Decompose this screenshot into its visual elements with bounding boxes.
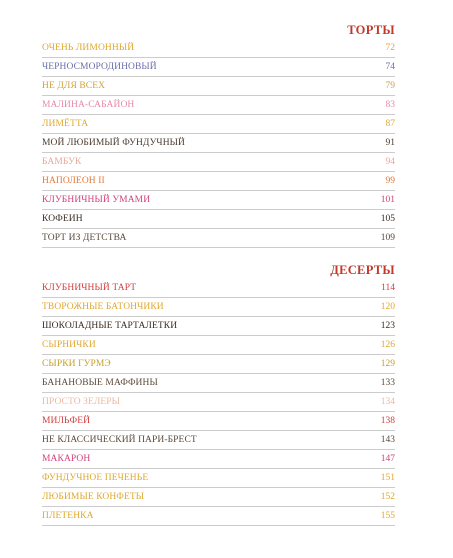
toc-entry-title: ОЧЕНЬ ЛИМОННЫЙ [42,43,135,53]
section-cakes [42,22,395,248]
toc-entry-title: ФУНДУЧНОЕ ПЕЧЕНЬЕ [42,473,149,483]
toc-entry-title: ПЛЕТЕНКА [42,511,94,521]
toc-entry-title: МАЛИНА-САБАЙОН [42,100,135,110]
toc-entry-title: СЫРНИЧКИ [42,340,96,350]
toc-entry-page-number: 91 [385,138,395,148]
toc-entry-title: НЕ ДЛЯ ВСЕХ [42,81,106,91]
toc-entry[interactable] [42,336,395,355]
section-title-desserts: ДЕСЕРТЫ [330,263,395,277]
toc-entry[interactable] [42,298,395,317]
toc-entry-page-number: 87 [385,119,395,129]
toc-entry-page-number: 101 [380,195,395,205]
toc-entry-title: ЛЮБИМЫЕ КОНФЕТЫ [42,492,145,502]
toc-entry[interactable] [42,374,395,393]
toc-entry-page-number: 94 [385,157,395,167]
toc-entry[interactable] [42,153,395,172]
toc-entry-title: КОФЕИН [42,214,83,224]
toc-entry[interactable] [42,210,395,229]
toc-entry-page-number: 129 [380,359,395,369]
toc-entry[interactable] [42,134,395,153]
toc-entry-page-number: 99 [385,176,395,186]
toc-entry-title: БАМБУК [42,157,82,167]
toc-entry-page-number: 152 [380,492,395,502]
toc-entry-title: СЫРКИ ГУРМЭ [42,359,111,369]
toc-entry-title: ПРОСТО ЗЕЛЕРЫ [42,397,121,407]
cakes-list [42,39,395,248]
toc-entry-page-number: 134 [380,397,395,407]
toc-entry-title: КЛУБНИЧНЫЙ УМАМИ [42,195,151,205]
toc-entry-page-number: 126 [380,340,395,350]
toc-entry[interactable] [42,507,395,526]
toc-entry-title: БАНАНОВЫЕ МАФФИНЫ [42,378,158,388]
toc-entry-page-number: 74 [385,62,395,72]
section-title-cakes: ТОРТЫ [347,23,395,37]
toc-entry-page-number: 147 [380,454,395,464]
toc-entry-title: МОЙ ЛЮБИМЫЙ ФУНДУЧНЫЙ [42,138,186,148]
toc-entry-page-number: 72 [385,43,395,53]
toc-entry[interactable] [42,58,395,77]
toc-entry[interactable] [42,191,395,210]
toc-entry-title: ТВОРОЖНЫЕ БАТОНЧИКИ [42,302,164,312]
toc-entry-title: МИЛЬФЕЙ [42,416,91,426]
toc-entry-page-number: 79 [385,81,395,91]
toc-entry[interactable] [42,431,395,450]
toc-entry-title: КЛУБНИЧНЫЙ ТАРТ [42,283,137,293]
toc-entry-page-number: 143 [380,435,395,445]
toc-entry-title: ТОРТ ИЗ ДЕТСТВА [42,233,127,243]
toc-entry-page-number: 155 [380,511,395,521]
toc-entry-title: ЛИМЁТТА [42,119,89,129]
toc-entry-page-number: 83 [385,100,395,110]
toc-entry-title: НАПОЛЕОН II [42,176,105,186]
toc-entry-page-number: 114 [381,283,395,293]
toc-entry-title: ШОКОЛАДНЫЕ ТАРТАЛЕТКИ [42,321,178,331]
toc-entry[interactable] [42,77,395,96]
toc-entry[interactable] [42,469,395,488]
toc-entry-page-number: 120 [380,302,395,312]
toc-entry[interactable] [42,96,395,115]
toc-entry-title: ЧЕРНОСМОРОДИНОВЫЙ [42,62,157,72]
toc-entry-page-number: 109 [380,233,395,243]
toc-entry[interactable] [42,393,395,412]
toc-entry[interactable] [42,355,395,374]
toc-entry[interactable] [42,412,395,431]
toc-entry[interactable] [42,279,395,298]
toc-entry-page-number: 105 [380,214,395,224]
toc-entry[interactable] [42,115,395,134]
toc-entry[interactable] [42,39,395,58]
toc-entry[interactable] [42,317,395,336]
toc-entry[interactable] [42,488,395,507]
toc-entry[interactable] [42,229,395,248]
toc-entry[interactable] [42,172,395,191]
desserts-list [42,279,395,526]
toc-entry-page-number: 133 [380,378,395,388]
toc-entry-page-number: 151 [380,473,395,483]
toc-entry-title: МАКАРОН [42,454,91,464]
toc-entry-title: НЕ КЛАССИЧЕСКИЙ ПАРИ-БРЕСТ [42,435,197,445]
toc-entry-page-number: 138 [380,416,395,426]
toc-entry[interactable] [42,450,395,469]
toc-entry-page-number: 123 [380,321,395,331]
section-desserts [42,262,395,526]
